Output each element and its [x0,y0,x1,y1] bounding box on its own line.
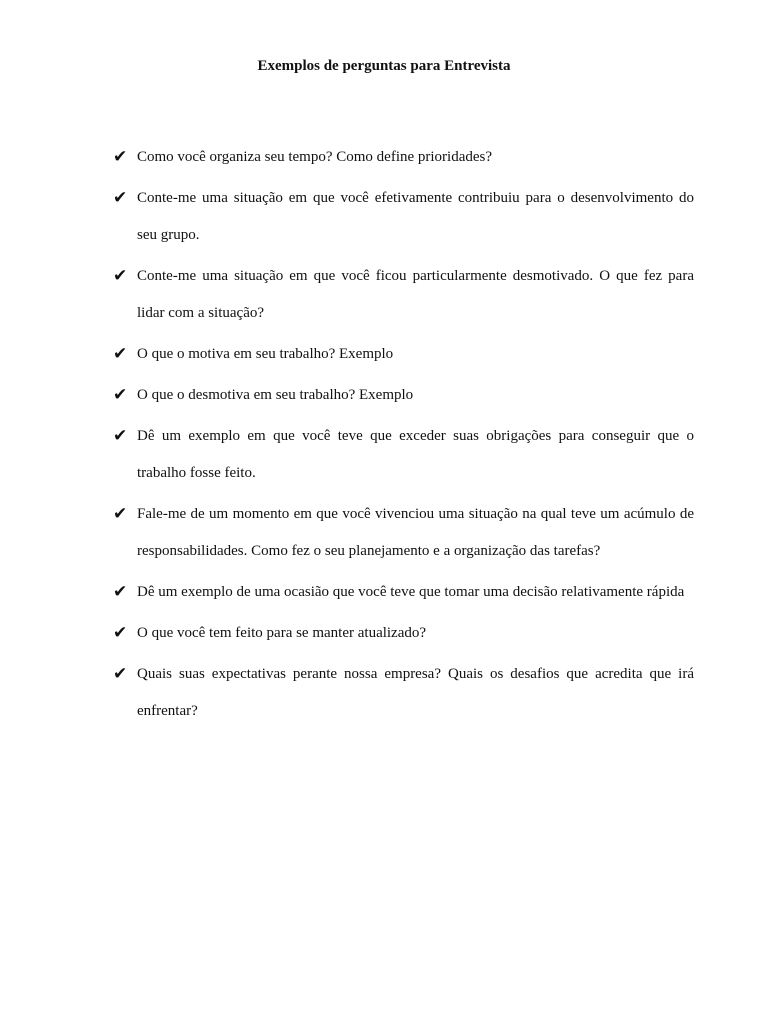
question-text: Conte-me uma situação em que você efetivamente contribuiu para o desenvolvimento do seu grupo. [137,190,694,243]
check-mark-icon: ✔ [113,188,128,208]
check-mark-icon: ✔ [113,385,128,405]
question-text: Conte-me uma situação em que você ficou particularmente desmotivado. O que fez para lidar com a situação? [137,268,694,321]
list-item [110,574,694,611]
check-mark-icon: ✔ [113,582,128,602]
check-mark-icon: ✔ [113,504,128,524]
question-text: Dê um exemplo de uma ocasião que você teve que tomar uma decisão relativamente rápida [137,584,685,600]
check-mark-icon: ✔ [113,147,128,167]
list-item [110,180,694,254]
list-item [110,615,694,652]
question-text: Quais suas expectativas perante nossa empresa? Quais os desafios que acredita que irá enfrentar? [137,666,694,719]
question-text: Fale-me de um momento em que você vivenciou uma situação na qual teve um acúmulo de responsabilidades. Como fez o seu planejamento e a organização das tarefas? [137,506,694,559]
question-text: Dê um exemplo em que você teve que exceder suas obrigações para conseguir que o trabalho fosse feito. [137,428,694,481]
question-text: O que você tem feito para se manter atualizado? [137,625,427,641]
check-mark-icon: ✔ [113,623,128,643]
question-text: O que o desmotiva em seu trabalho? Exemplo [137,387,414,403]
question-text: Como você organiza seu tempo? Como define prioridades? [137,149,493,165]
list-item [110,496,694,570]
question-text: O que o motiva em seu trabalho? Exemplo [137,346,394,362]
check-mark-icon: ✔ [113,664,128,684]
check-mark-icon: ✔ [113,426,128,446]
list-item [110,258,694,332]
check-mark-icon: ✔ [113,266,128,286]
list-item [110,656,694,730]
question-list [110,143,694,738]
document-title: Exemplos de perguntas para Entrevista [257,58,511,74]
check-mark-icon: ✔ [113,344,128,364]
list-item [110,418,694,492]
list-item [110,336,694,373]
list-item [110,377,694,414]
list-item [110,139,694,176]
